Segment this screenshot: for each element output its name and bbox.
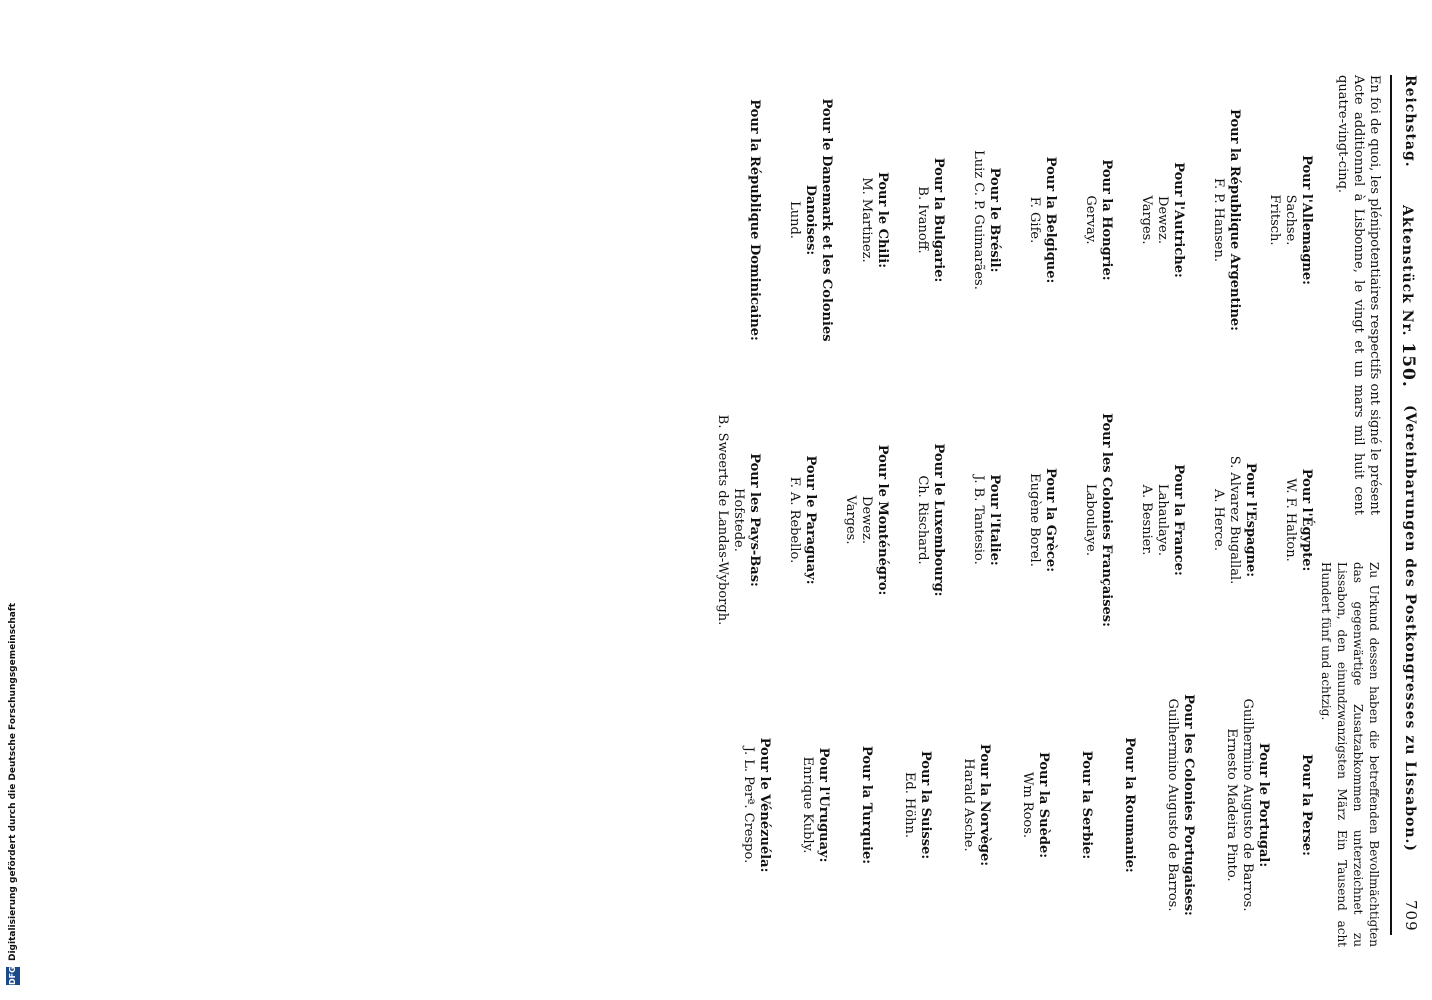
- country-label: Pour le Chili:: [875, 171, 890, 269]
- signature-column-2: [690, 375, 1314, 665]
- signatory-name: B. Ivanoff.: [915, 186, 930, 254]
- signatory-name: Fritsch.: [1267, 194, 1282, 246]
- signatory-block: [1138, 375, 1186, 665]
- signatory-block: [1078, 655, 1094, 955]
- signatory-name: Dewez.: [1155, 196, 1170, 244]
- signatory-block: [1121, 655, 1137, 955]
- footer-text: Digitalisierung gefördert durch die Deutsche Forschungsgemeinschaft: [8, 602, 18, 961]
- country-label: Pour l'Uruguay:: [816, 747, 831, 863]
- header-left: Reichstag.: [1402, 75, 1418, 168]
- country-label: Pour le Brésil:: [987, 167, 1002, 273]
- signatory-name: J. L. Perª. Crespo.: [741, 746, 756, 864]
- signatory-block: [1282, 375, 1314, 665]
- header-rule: [1390, 75, 1392, 935]
- country-label: Pour la Serbie:: [1079, 750, 1094, 860]
- country-label: Pour le Luxembourg:: [931, 443, 946, 597]
- signatory-name: Dewez.: [859, 496, 874, 544]
- signatory-block: [1223, 655, 1271, 955]
- signatory-block: [960, 655, 992, 955]
- signatory-block: [970, 75, 1002, 365]
- country-label: Pour les Colonies Portugaises:: [1181, 694, 1196, 916]
- signatory-block: [746, 75, 762, 365]
- signatory-name: Wm Roos.: [1020, 771, 1035, 839]
- country-label: Pour la Roumanie:: [1122, 737, 1137, 873]
- country-label: Pour la Bulgarie:: [931, 157, 946, 283]
- signatory-name: Eugène Borel.: [1027, 473, 1042, 567]
- signatory-name: Luiz C. P. Guimarães.: [971, 150, 986, 290]
- country-label: Pour la Belgique:: [1043, 156, 1058, 284]
- country-label: Pour les Colonies Françaises:: [1099, 413, 1114, 627]
- signatory-name: Ed. Höhn.: [902, 771, 917, 839]
- signatory-block: [970, 375, 1002, 665]
- signatory-name: Enrique Kubly.: [800, 756, 815, 854]
- signatory-block: [1082, 375, 1114, 665]
- header-middle: [1398, 205, 1418, 388]
- signatory-name: A. Herce.: [1211, 488, 1226, 551]
- country-label: Pour le Portugal:: [1256, 742, 1271, 868]
- signatory-block: [1026, 375, 1058, 665]
- signatory-name: Guilhermino Augusto de Barros.: [1165, 698, 1180, 912]
- signatory-block: [786, 375, 818, 665]
- page-number: 709: [1402, 900, 1420, 932]
- country-label: Pour le Monténégro:: [875, 444, 890, 596]
- country-label: Pour la Suisse:: [918, 750, 933, 860]
- country-label: Pour la Hongrie:: [1099, 159, 1114, 281]
- signatory-name: M. Martinez.: [859, 177, 874, 263]
- country-label: Pour la République Dominicaine:: [747, 99, 762, 341]
- signatory-name: A. Besnier.: [1139, 484, 1154, 556]
- signatory-block: [914, 75, 946, 365]
- signatory-block: [1082, 75, 1114, 365]
- signatory-block: [1019, 655, 1051, 955]
- signatory-name: Ch. Rischard.: [915, 475, 930, 565]
- country-label: Pour la République Argentine:: [1227, 109, 1242, 331]
- country-label: Pour la Grèce:: [1043, 467, 1058, 573]
- signatory-name: Gervay.: [1083, 195, 1098, 245]
- country-label: Pour la Suède:: [1036, 751, 1051, 859]
- country-label: Pour la Perse:: [1299, 754, 1314, 856]
- signatory-block: [1164, 655, 1196, 955]
- signatory-name: Guilhermino Augusto de Barros.: [1240, 698, 1255, 912]
- signatory-block: [799, 655, 831, 955]
- signatory-name: F. P. Hansen.: [1211, 178, 1226, 262]
- signatory-name: S. Alvarez Bugallal.: [1227, 455, 1242, 585]
- country-label: Pour le Paraguay:: [803, 455, 818, 585]
- country-label: Pour la France:: [1171, 464, 1186, 576]
- signatory-name: Sachse.: [1283, 194, 1298, 246]
- signatory-name: F. A. Rebello.: [787, 476, 802, 564]
- signatory-name: Lund.: [787, 201, 802, 239]
- country-label: Pour le Danemark et les Colonies Danoises:: [803, 98, 834, 342]
- country-label: Pour l'Allemagne:: [1299, 155, 1314, 285]
- signatory-name: B. Sweerts de Landas-Wyborgh.: [715, 414, 730, 626]
- signatory-name: J. B. Tantesio.: [971, 475, 986, 565]
- signatory-name: W. F. Halton.: [1283, 478, 1298, 562]
- country-label: Pour la Norvège:: [977, 743, 992, 867]
- header-right: (Vereinbarungen des Postkongresses zu Lissabon.): [1402, 405, 1418, 853]
- country-label: Pour l'Italie:: [987, 474, 1002, 566]
- signatory-block: [1026, 75, 1058, 365]
- signatory-block: [1210, 375, 1258, 665]
- intro-german: Zu Urkund dessen haben die betreffenden Bevollmächtigten das gegenwärtige Zusatzabkommen unterzeichnet zu Lissabon, den einundzwanzigsten März Ein Tausend acht Hundert fünf und achtzig.: [1319, 562, 1381, 947]
- signatory-block: [714, 375, 762, 665]
- signatory-block: [1266, 75, 1314, 365]
- country-label: Pour l'Égypte:: [1299, 468, 1314, 572]
- signatory-block: [842, 375, 890, 665]
- header-middle-prefix: Aktenstück Nr.: [1399, 205, 1415, 337]
- signatory-block: [1210, 75, 1242, 365]
- signature-column-3: [713, 655, 1314, 955]
- country-label: Pour l'Espagne:: [1243, 462, 1258, 578]
- country-label: Pour les Pays-Bas:: [747, 453, 762, 587]
- intro-french: En foi de quoi, les plénipotentiaires respectifs ont signé le présent Acte additionnel à Lisbonne, le vingt et un mars mil huit cent quatre-vingt-cinq.: [1335, 75, 1382, 515]
- header-middle-number: 150.: [1398, 342, 1418, 388]
- signatory-block: [786, 75, 834, 365]
- signatory-name: Varges.: [1139, 195, 1154, 245]
- signatory-block: [914, 375, 946, 665]
- country-label: Pour l'Autriche:: [1171, 162, 1186, 278]
- signatory-block: [901, 655, 933, 955]
- dfg-logo: DFG: [6, 967, 20, 985]
- signatory-name: F. Gife.: [1027, 196, 1042, 244]
- country-label: Pour la Turquie:: [859, 745, 874, 865]
- signatory-name: Harald Asche.: [961, 758, 976, 852]
- signatory-block: [1298, 655, 1314, 955]
- signature-column-1: [722, 75, 1314, 365]
- signatory-block: [858, 655, 874, 955]
- country-label: Pour le Vénézuéla:: [757, 737, 772, 873]
- signatory-block: [1138, 75, 1186, 365]
- signatory-name: Laboulaye.: [1083, 484, 1098, 556]
- signatory-name: Varges.: [843, 495, 858, 545]
- footer: [0, 0, 30, 1000]
- signatory-block: [740, 655, 772, 955]
- signatory-name: Lahaulaye.: [1155, 484, 1170, 556]
- signatory-name: Hofstede.: [731, 488, 746, 552]
- signatory-name: Ernesto Madeira Pinto.: [1224, 728, 1239, 882]
- signatory-block: [858, 75, 890, 365]
